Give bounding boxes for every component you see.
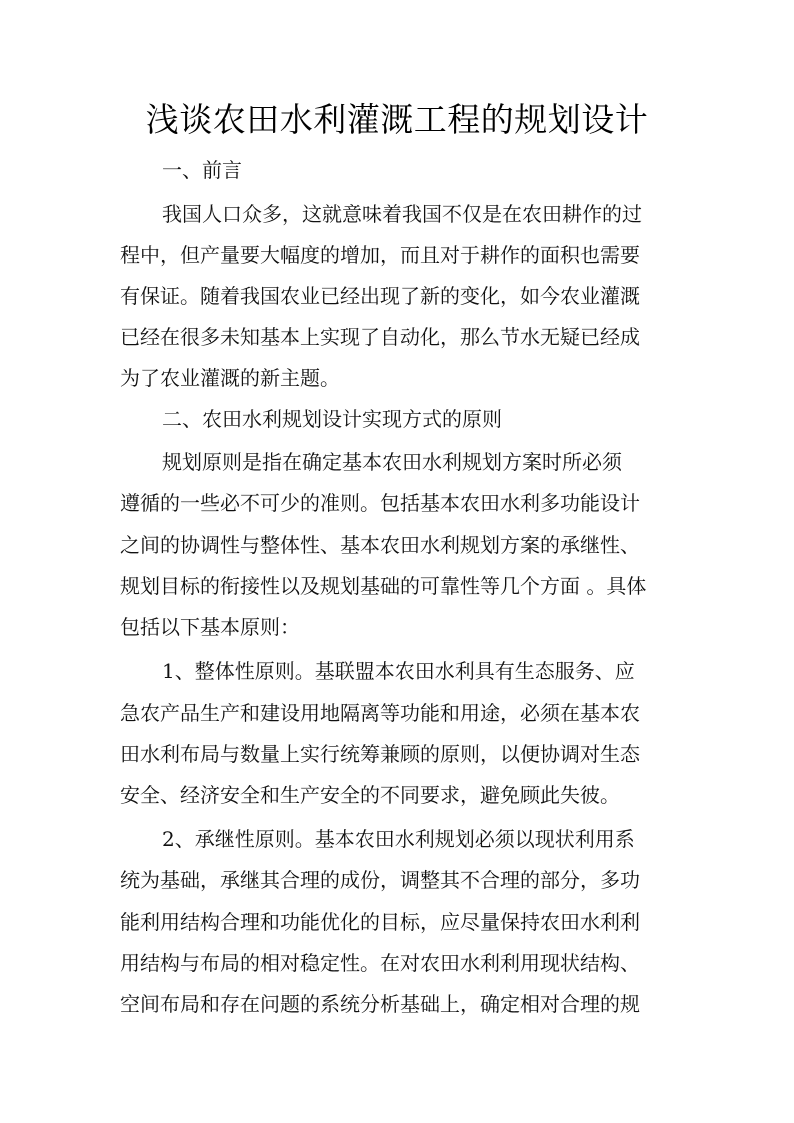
document-title: 浅谈农田水利灌溉工程的规划设计 [145,100,649,139]
paragraph-line: 我国人口众多，这就意味着我国不仅是在农田耕作的过 [162,202,642,226]
paragraph-line: 田水利布局与数量上实行统筹兼顾的原则，以便协调对生态 [120,742,640,766]
paragraph-line: 1、整体性原则。基联盟本农田水利具有生态服务、应 [162,659,635,683]
paragraph-line: 遵循的一些必不可少的准则。包括基本农田水利多功能设计 [120,491,640,515]
paragraph-line: 程中，但产量要大幅度的增加，而且对于耕作的面积也需要 [120,243,640,267]
paragraph-line: 统为基础，承继其合理的成份，调整其不合理的部分，多功 [120,868,640,892]
paragraph-line: 急农产品生产和建设用地隔离等功能和用途，必须在基本农 [120,701,640,725]
heading-principles: 二、农田水利规划设计实现方式的原则 [162,407,502,431]
paragraph-line: 2、承继性原则。基本农田水利规划必须以现状利用系 [162,827,635,851]
paragraph-line: 为了农业灌溉的新主题。 [120,366,340,390]
paragraph-line: 安全、经济安全和生产安全的不同要求，避免顾此失彼。 [120,783,620,807]
paragraph-line: 包括以下基本原则： [120,615,300,639]
heading-preface: 一、前言 [162,158,242,182]
paragraph-line: 能利用结构合理和功能优化的目标，应尽量保持农田水利利 [120,910,640,934]
paragraph-line: 用结构与布局的相对稳定性。在对农田水利利用现状结构、 [120,951,640,975]
paragraph-line: 规划目标的衔接性以及规划基础的可靠性等几个方面 。具体 [120,574,647,598]
paragraph-line: 已经在很多未知基本上实现了自动化，那么节水无疑已经成 [120,325,640,349]
paragraph-line: 之间的协调性与整体性、基本农田水利规划方案的承继性、 [120,533,640,557]
paragraph-line: 有保证。随着我国农业已经出现了新的变化，如今农业灌溉 [120,284,640,308]
paragraph-line: 空间布局和存在问题的系统分析基础上，确定相对合理的规 [120,992,640,1016]
paragraph-line: 规划原则是指在确定基本农田水利规划方案时所必须 [162,450,622,474]
